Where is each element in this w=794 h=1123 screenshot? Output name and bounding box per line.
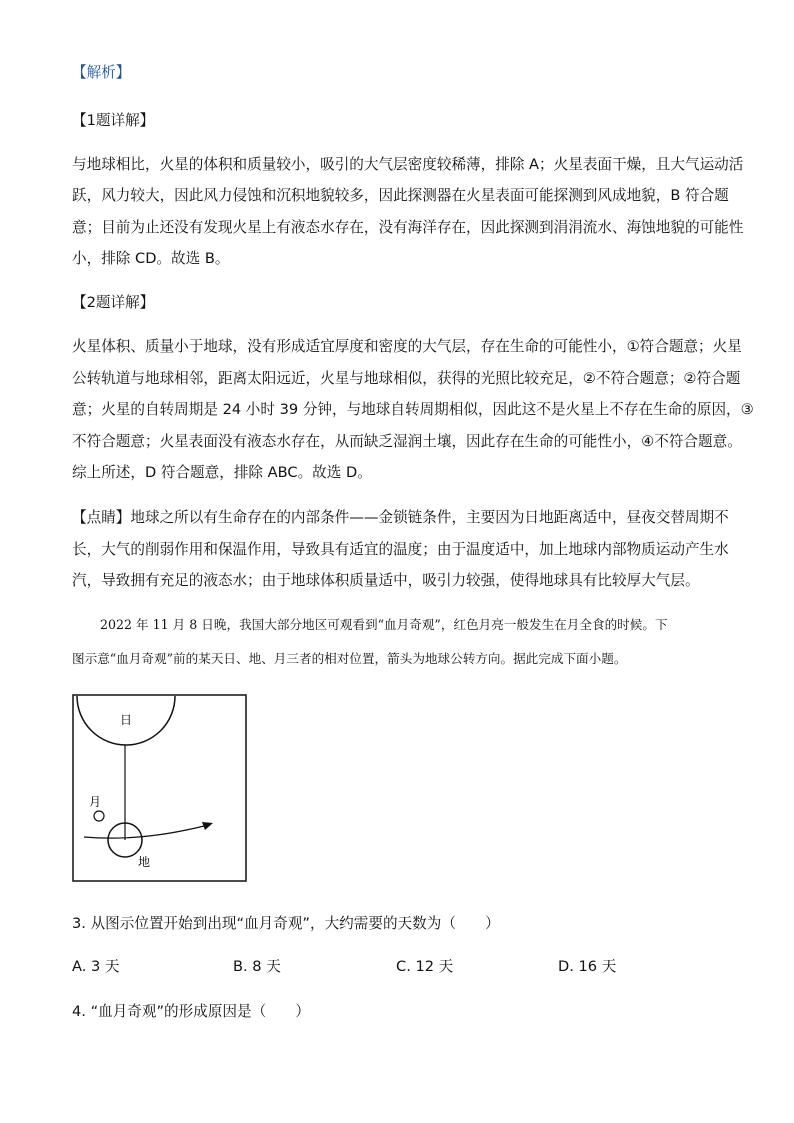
q3-stem: 3. 从图示位置开始到出现“血月奇观”，大约需要的天数为（ ） bbox=[72, 915, 500, 932]
q4-stem: 4. “血月奇观”的形成原因是（ ） bbox=[72, 1003, 310, 1020]
moon-label: 月 bbox=[89, 795, 102, 809]
q1-line-3: 意；目前为止还没有发现火星上有液态水存在，没有海洋存在，因此探测到涓涓流水、海蚀地貌的可能性 bbox=[72, 219, 744, 236]
intro-line-1: 2022 年 11 月 8 日晚，我国大部分地区可观看到“血月奇观”，红色月亮一般发生在月全食的时候。下 bbox=[100, 617, 668, 632]
q1-line-2: 跃，风力较大，因此风力侵蚀和沉积地貌较多，因此探测器在火星表面可能探测到风成地貌，B 符合题 bbox=[72, 187, 729, 204]
q3-option-c[interactable]: C. 12 天 bbox=[396, 958, 454, 975]
earth-label: 地 bbox=[138, 855, 151, 869]
q1-line-4: 小，排除 CD。故选 B。 bbox=[72, 250, 230, 267]
analysis-header: 【解析】 bbox=[72, 64, 131, 81]
point-line-1 bbox=[72, 503, 732, 533]
q2-header: 【2题详解】 bbox=[72, 294, 155, 311]
q2-line-4: 不符合题意；火星表面没有液态水存在，从而缺乏湿润土壤，因此存在生命的可能性小，④不符合题意。 bbox=[72, 433, 742, 450]
point-text-1: 地球之所以有生命存在的内部条件——金锁链条件，主要因为日地距离适中，昼夜交替周期不 bbox=[130, 509, 729, 526]
q2-line-5: 综上所述，D 符合题意，排除 ABC。故选 D。 bbox=[72, 464, 372, 481]
moon-circle bbox=[94, 811, 104, 821]
intro-line-2: 图示意“血月奇观”前的某天日、地、月三者的相对位置，箭头为地球公转方向。据此完成下面小题。 bbox=[72, 651, 627, 666]
orbit-arrow-path bbox=[84, 825, 208, 838]
point-label: 【点睛】 bbox=[72, 509, 131, 526]
q2-line-2: 公转轨道与地球相邻，距离太阳远近，火星与地球相似，获得的光照比较充足，②不符合题意；②符合题 bbox=[72, 370, 741, 387]
sun-earth-moon-figure bbox=[72, 694, 248, 884]
q3-option-a[interactable]: A. 3 天 bbox=[72, 958, 120, 975]
sun-label: 日 bbox=[120, 713, 133, 727]
figure-border bbox=[73, 695, 246, 881]
q2-line-3: 意；火星的自转周期是 24 小时 39 分钟，与地球自转周期相似，因此这不是火星上不存在生命的原因，③ bbox=[72, 401, 754, 418]
q3-option-b[interactable]: B. 8 天 bbox=[233, 958, 281, 975]
point-line-3: 汽，导致拥有充足的液态水；由于地球体积质量适中，吸引力较强，使得地球具有比较厚大气层。 bbox=[72, 572, 700, 589]
q1-header: 【1题详解】 bbox=[72, 112, 155, 129]
q3-option-d[interactable]: D. 16 天 bbox=[558, 958, 617, 975]
point-line-2: 长，大气的削弱作用和保温作用，导致具有适宜的温度；由于温度适中，加上地球内部物质运动产生水 bbox=[72, 541, 729, 558]
q2-line-1: 火星体积、质量小于地球，没有形成适宜厚度和密度的大气层，存在生命的可能性小，①符合题意；火星 bbox=[72, 338, 742, 355]
q1-line-1: 与地球相比，火星的体积和质量较小，吸引的大气层密度较稀薄，排除 A；火星表面干燥，且大气运动活 bbox=[72, 156, 744, 173]
orbit-arrowhead bbox=[202, 822, 213, 830]
